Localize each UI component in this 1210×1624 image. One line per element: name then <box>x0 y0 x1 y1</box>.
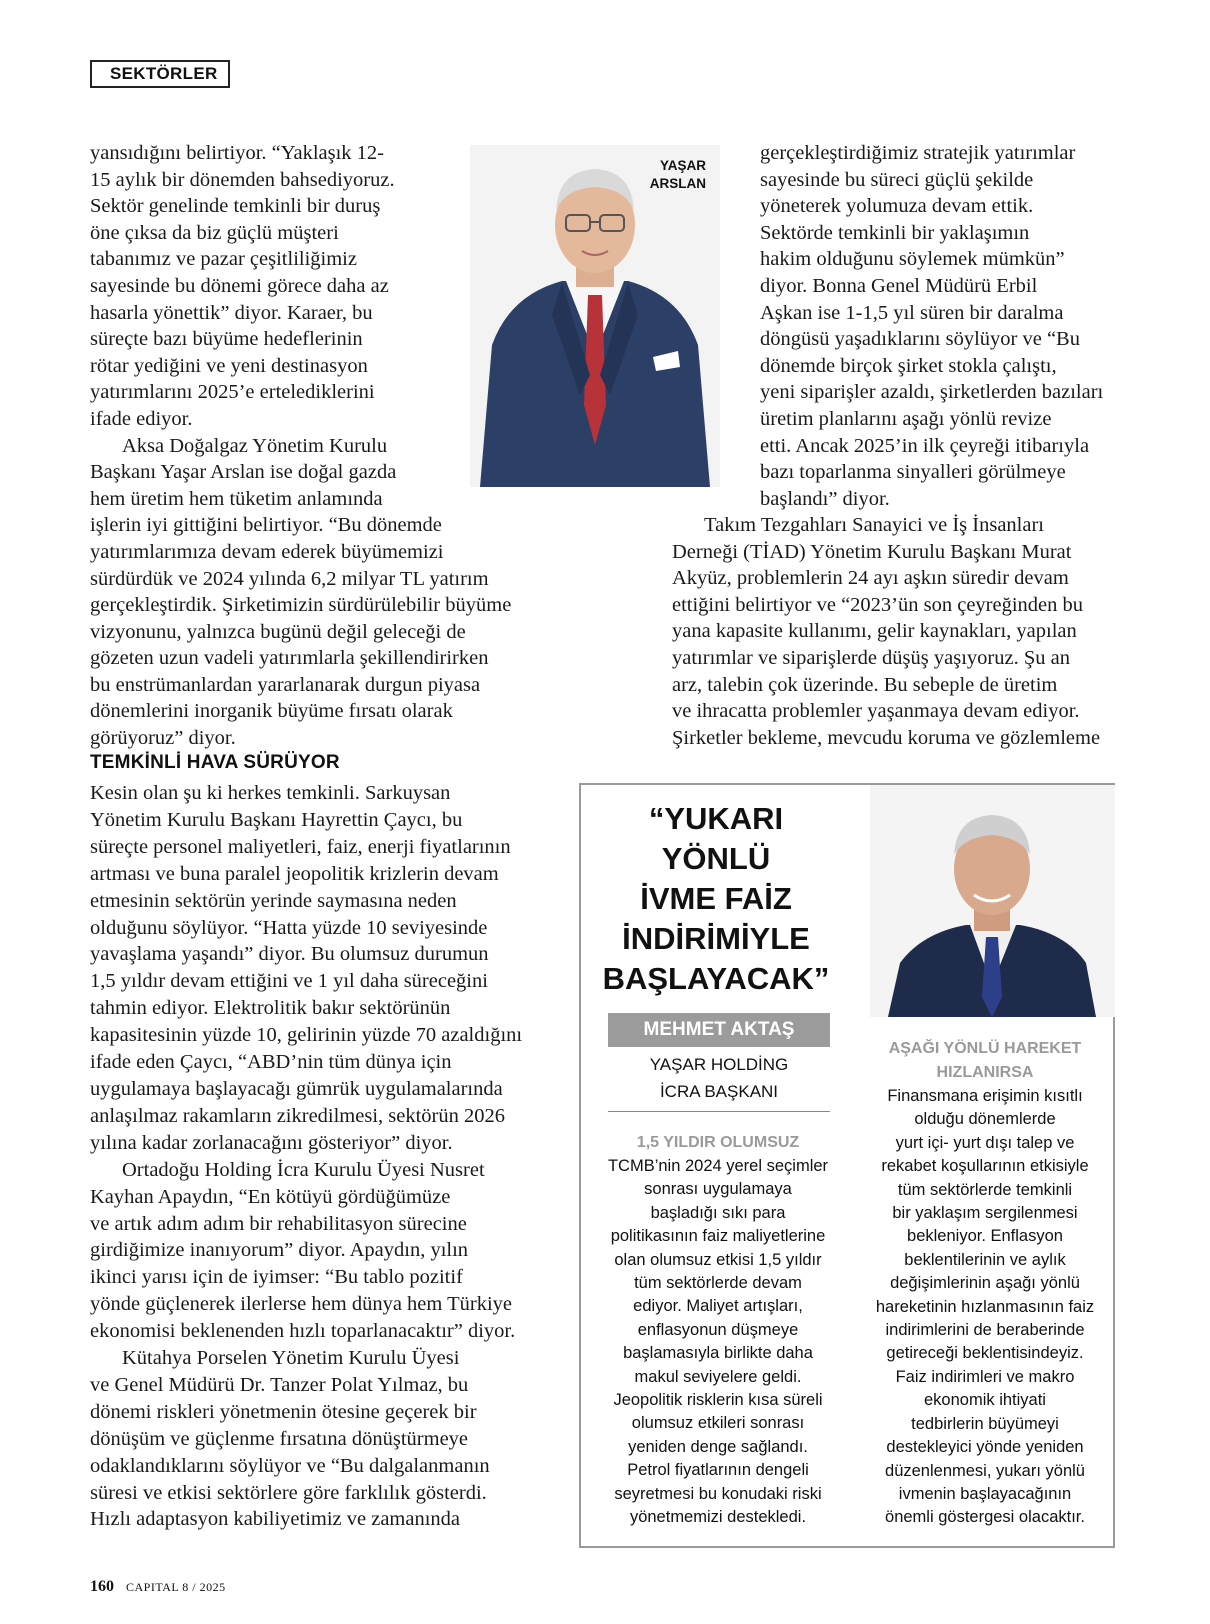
section-subheading: TEMKİNLİ HAVA SÜRÜYOR <box>90 752 340 773</box>
text-line: Takım Tezgahları Sanayici ve İş İnsanları <box>704 514 1045 536</box>
quote-line: “YUKARI <box>648 801 784 836</box>
text-line: önemli göstergesi olacaktır. <box>885 1508 1085 1527</box>
text-line: girdiğimize inanıyorum” diyor. Apaydın, yılın <box>90 1239 469 1262</box>
magazine-issue: CAPITAL 8 / 2025 <box>126 1580 226 1594</box>
text-line: hem üretim hem tüketim anlamında <box>90 487 383 510</box>
text-line: odaklandıklarını söylüyor ve “Bu dalgalanmanın <box>90 1454 490 1477</box>
text-line: Finansmana erişimin kısıtlı <box>887 1087 1083 1105</box>
caption-line: YAŞAR <box>659 158 706 173</box>
text-line: süreçte personel maliyetleri, faiz, enerji fiyatlarının <box>90 835 511 858</box>
role-line: İCRA BAŞKANI <box>659 1082 779 1101</box>
text-line: başlandı” diyor. <box>760 487 890 510</box>
text-line: artması ve buna paralel jeopolitik krizlerin devam <box>90 862 499 885</box>
text-line: vizyonunu, yalnızca bugünü değil geleceği de <box>90 620 466 643</box>
text-line: makul seviyelere geldi. <box>634 1367 802 1386</box>
text-line: tabanımız ve pazar çeşitliliğimiz <box>90 248 357 271</box>
text-line: Akyüz, problemlerin 24 ayı aşkın süredir devam <box>672 567 1069 590</box>
text-line: yavaşlama yaşandı” diyor. Bu olumsuz durumun <box>90 943 489 966</box>
text-line: yurt içi- yurt dışı talep ve <box>895 1133 1075 1152</box>
text-line: ifade eden Çaycı, “ABD’nin tüm dünya için <box>90 1051 452 1074</box>
text-line: Derneği (TİAD) Yönetim Kurulu Başkanı Murat <box>672 540 1072 563</box>
text-line: Petrol fiyatlarının dengeli <box>627 1461 809 1480</box>
text-line: ekonomik ihtiyati <box>924 1391 1046 1410</box>
text-line: ve artık adım adım bir rehabilitasyon sürecine <box>90 1212 467 1235</box>
text-line: indirimlerini de beraberinde <box>885 1321 1085 1340</box>
text-line: rekabet koşullarının etkisiyle <box>881 1157 1089 1176</box>
photo-caption-name <box>650 157 706 193</box>
text-line: işlerin iyi gittiğini belirtiyor. “Bu dönemde <box>90 514 442 537</box>
text-line: Yönetim Kurulu Başkanı Hayrettin Çaycı, bu <box>90 808 463 831</box>
text-line: ettiğini belirtiyor ve “2023’ün son çeyreğinden bu <box>672 593 1084 616</box>
text-line: bir yaklaşım sergilenmesi <box>892 1204 1078 1223</box>
text-line: destekleyici yönde yeniden <box>886 1438 1084 1457</box>
portrait-illustration <box>470 145 720 487</box>
person-role <box>608 1051 830 1105</box>
text-line: gerçekleştirdik. Şirketimizin sürdürülebilir büyüme <box>90 594 512 617</box>
text-line: Başkanı Yaşar Arslan ise doğal gazda <box>90 461 397 484</box>
text-line: üretim planlarını aşağı yönlü revize <box>760 407 1052 430</box>
text-line: süreçte bazı büyüme hedeflerinin <box>90 328 363 351</box>
caption-line: ARSLAN <box>649 176 706 191</box>
text-line: politikasının faiz maliyetlerine <box>610 1227 826 1246</box>
quote-line: İNDİRİMİYLE <box>622 921 810 956</box>
text-line: ve ihracatta problemler yaşanmaya devam ediyor. <box>672 700 1080 723</box>
text-line: getireceği beklentisindeyiz. <box>886 1344 1084 1363</box>
photo-yasar-arslan <box>470 145 720 487</box>
text-line: etti. Ancak 2025’in ilk çeyreği itibarıyla <box>760 434 1090 457</box>
text-line: yöneterek yolumuza devam ettik. <box>760 195 1034 218</box>
text-line: yılına kadar zorlanacağını gösteriyor” diyor. <box>90 1131 453 1154</box>
text-line: Sektör genelinde temkinli bir duruş <box>90 195 381 218</box>
text-line: görüyoruz” diyor. <box>90 727 236 750</box>
text-line: öne çıksa da biz güçlü müşteri <box>90 221 339 244</box>
text-line: olduğu dönemlerde <box>914 1110 1056 1129</box>
text-line: ve Genel Müdürü Dr. Tanzer Polat Yılmaz, bu <box>90 1373 469 1396</box>
sidebar-right-body <box>855 1085 1115 1530</box>
text-line: anlaşılmaz rakamların zikredilmesi, sektörün 2026 <box>90 1104 505 1127</box>
text-line: Kayhan Apaydın, “En kötüyü gördüğümüze <box>90 1185 451 1208</box>
text-line: yana kapasite kullanımı, gelir kaynakları, yapılan <box>672 620 1077 643</box>
text-line: yatırımlarını 2025’e ertelediklerini <box>90 381 375 404</box>
role-line: YAŞAR HOLDİNG <box>649 1055 789 1074</box>
sidebar-right-heading: HIZLANIRSA <box>936 1064 1034 1081</box>
text-line: ediyor. Maliyet artışları, <box>633 1297 803 1316</box>
quote-line: YÖNLÜ <box>661 841 771 876</box>
text-line: hareketinin hızlanmasının faiz <box>875 1297 1095 1316</box>
page-footer <box>90 1578 226 1596</box>
text-line: döngüsü yaşadıklarını söylüyor ve “Bu <box>760 328 1080 351</box>
text-line: Jeopolitik risklerin kısa süreli <box>613 1391 823 1410</box>
text-line: başladığı sıkı para <box>650 1203 786 1222</box>
article-column-3 <box>760 140 1103 512</box>
divider <box>608 1111 830 1112</box>
pull-quote <box>581 799 851 999</box>
text-line: dönemlerini inorganik büyüme fırsatı olarak <box>90 700 453 723</box>
text-line: ikinci yarısı için de iyimser: “Bu tablo pozitif <box>90 1266 463 1289</box>
text-line: hasarla yönettik” diyor. Karaer, bu <box>90 301 373 324</box>
text-line: sonrası uygulamaya <box>644 1180 792 1199</box>
text-line: yatırımlarımıza devam ederek büyümemizi <box>90 540 444 563</box>
text-line: TCMB’nin 2024 yerel seçimler <box>607 1157 829 1175</box>
sidebar-right-heading: AŞAĞI YÖNLÜ HAREKET <box>888 1040 1082 1057</box>
text-line: tahmin ediyor. Elektrolitik bakır sektörünün <box>90 997 451 1020</box>
text-line: dönemi riskleri yönetmenin ötesine geçerek bir <box>90 1400 477 1423</box>
text-line: Kütahya Porselen Yönetim Kurulu Üyesi <box>122 1347 460 1370</box>
text-line: bu enstrümanlardan yararlanarak durgun piyasa <box>90 673 481 696</box>
sidebar-box <box>579 783 1115 1548</box>
sidebar-right-column <box>855 1037 1115 1530</box>
text-line: uygulamaya başlayacağı gümrük uygulamalarında <box>90 1077 503 1100</box>
text-line: yansıdığını belirtiyor. “Yaklaşık 12- <box>90 142 385 164</box>
text-line: 1,5 yıldır devam ettiğini ve 1 yıl daha süreceğini <box>90 970 488 993</box>
text-line: etmesinin sektörün yerinde saymasına neden <box>90 889 457 912</box>
text-line: Faiz indirimleri ve makro <box>895 1367 1075 1386</box>
text-line: Aksa Doğalgaz Yönetim Kurulu <box>122 434 388 457</box>
article-column-4 <box>90 780 522 1533</box>
text-line: enflasyonun düşmeye <box>637 1320 799 1339</box>
text-line: başlamasıyla birlikte daha <box>623 1344 813 1363</box>
article-column-1 <box>90 140 511 752</box>
text-line: yönetmemizi destekledi. <box>629 1508 807 1527</box>
text-line: arz, talebin çok üzerinde. Bu sebeple de üretim <box>672 673 1058 696</box>
text-line: yönde güçlenerek ilerlerse hem dünya hem Türkiye <box>90 1293 512 1316</box>
text-line: bazı toparlanma sinyalleri görülmeye <box>760 461 1066 484</box>
text-line: ifade ediyor. <box>90 407 193 430</box>
text-line: diyor. Bonna Genel Müdürü Erbil <box>760 274 1038 297</box>
text-line: yeni siparişler azaldı, şirketlerden bazıları <box>760 381 1104 404</box>
sidebar-left-column <box>581 1131 855 1530</box>
text-line: olumsuz etkileri sonrası <box>631 1414 805 1433</box>
text-line: yeniden denge sağlandı. <box>628 1437 808 1456</box>
text-line: gerçekleştirdiğimiz stratejik yatırımlar <box>760 142 1076 164</box>
text-line: sürdürdük ve 2024 yılında 6,2 milyar TL yatırım <box>90 567 489 590</box>
page-number: 160 <box>90 1578 114 1595</box>
text-line: Ortadoğu Holding İcra Kurulu Üyesi Nusret <box>122 1158 485 1181</box>
text-line: seyretmesi bu konudaki riski <box>614 1484 822 1503</box>
text-line: Hızlı adaptasyon kabiliyetimiz ve zamanında <box>90 1508 461 1531</box>
sidebar-left-body <box>581 1155 855 1530</box>
article-column-2-lower <box>672 512 1100 751</box>
text-line: ekonomisi beklenenden hızlı toparlanacaktır” diyor. <box>90 1320 516 1343</box>
text-line: sayesinde bu süreci güçlü şekilde <box>760 168 1034 191</box>
text-line: düzenlenmesi, yukarı yönlü <box>885 1461 1085 1480</box>
person-name-bar: MEHMET AKTAŞ <box>608 1013 830 1047</box>
sidebar-left-heading: 1,5 YILDIR OLUMSUZ <box>636 1134 800 1151</box>
text-line: ivmenin başlayacağının <box>898 1484 1072 1503</box>
text-line: olduğunu söylüyor. “Hatta yüzde 10 seviyesinde <box>90 916 488 939</box>
text-line: rötar yediğini ve yeni destinasyon <box>90 354 368 377</box>
text-line: Kesin olan şu ki herkes temkinli. Sarkuysan <box>90 782 451 804</box>
text-line: hakim olduğunu söylemek mümkün” <box>760 248 1065 271</box>
text-line: dönemde birçok şirket stokla çalıştı, <box>760 354 1057 377</box>
text-line: yatırımlar ve siparişlerde düşüş yaşıyoruz. Şu an <box>672 646 1070 669</box>
text-line: gözeten uzun vadeli yatırımlarla şekillendirirken <box>90 647 489 670</box>
text-line: kapasitesinin yüzde 10, gelirinin yüzde 70 azaldığını <box>90 1024 523 1047</box>
text-line: sayesinde bu dönemi görece daha az <box>90 274 389 297</box>
text-line: Sektörde temkinli bir yaklaşımın <box>760 221 1030 244</box>
text-line: 15 aylık bir dönemden bahsediyoruz. <box>90 168 395 191</box>
text-line: tedbirlerin büyümeyi <box>911 1414 1059 1433</box>
quote-line: BAŞLAYACAK” <box>602 961 830 996</box>
quote-line: İVME FAİZ <box>640 881 792 916</box>
text-line: tüm sektörlerde temkinli <box>897 1180 1073 1199</box>
section-tag: SEKTÖRLER <box>90 60 230 88</box>
text-line: bekleniyor. Enflasyon <box>907 1227 1063 1246</box>
text-line: tüm sektörlerde devam <box>634 1274 802 1293</box>
text-line: Şirketler bekleme, mevcudu koruma ve gözlemleme <box>672 726 1101 749</box>
text-line: Aşkan ise 1-1,5 yıl süren bir daralma <box>760 301 1064 324</box>
text-line: süresi ve etkisi sektörlere göre farklılık gösterdi. <box>90 1481 487 1504</box>
portrait-illustration <box>870 785 1115 1017</box>
text-line: dönüşüm ve güçlenme fırsatına dönüştürmeye <box>90 1427 469 1450</box>
photo-mehmet-aktas <box>870 785 1115 1017</box>
text-line: olan olumsuz etkisi 1,5 yıldır <box>614 1250 822 1269</box>
text-line: beklentilerinin ve aylık <box>904 1250 1066 1269</box>
text-line: değişimlerinin aşağı yönlü <box>890 1274 1080 1293</box>
